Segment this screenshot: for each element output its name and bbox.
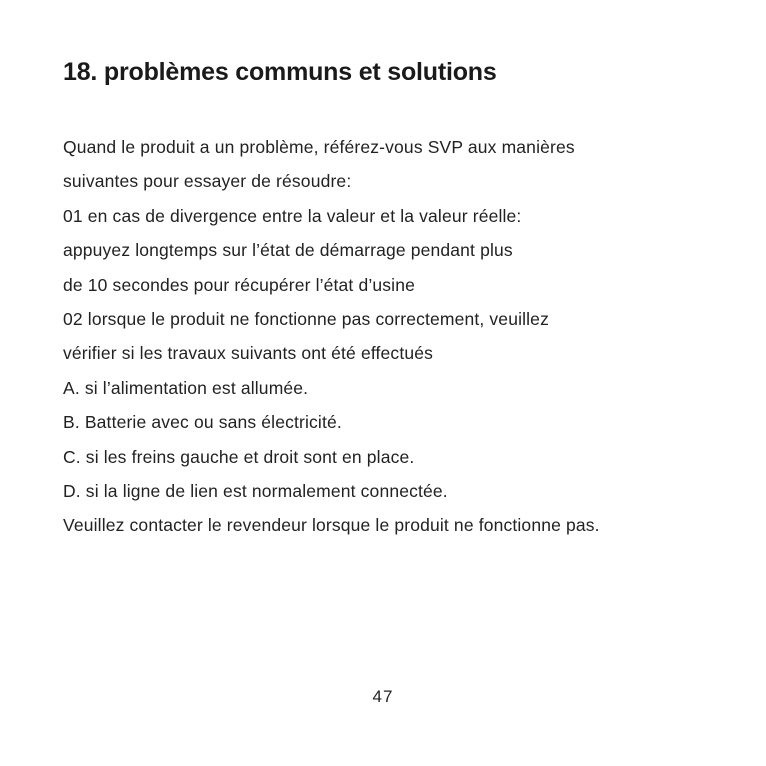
- body-line: D. si la ligne de lien est normalement connectée.: [63, 481, 448, 502]
- body-line: Veuillez contacter le revendeur lorsque le produit ne fonctionne pas.: [63, 515, 600, 536]
- body-line: 01 en cas de divergence entre la valeur et la valeur réelle:: [63, 205, 522, 226]
- body-line: appuyez longtemps sur l’état de démarrage pendant plus: [63, 240, 513, 261]
- section-title: 18. problèmes communs et solutions: [63, 58, 497, 86]
- body-line: suivantes pour essayer de résoudre:: [63, 171, 352, 192]
- body-line: B. Batterie avec ou sans électricité.: [63, 412, 342, 433]
- body-line: A. si l’alimentation est allumée.: [63, 377, 309, 398]
- body-line: vérifier si les travaux suivants ont été effectués: [63, 343, 433, 364]
- body-line: 02 lorsque le produit ne fonctionne pas correctement, veuillez: [63, 309, 549, 330]
- body-line: Quand le produit a un problème, référez-vous SVP aux manières: [63, 137, 575, 157]
- body-line: de 10 secondes pour récupérer l’état d’usine: [63, 274, 415, 295]
- body-text: [63, 130, 743, 543]
- body-line: C. si les freins gauche et droit sont en place.: [63, 446, 415, 467]
- page-number: 47: [372, 687, 394, 706]
